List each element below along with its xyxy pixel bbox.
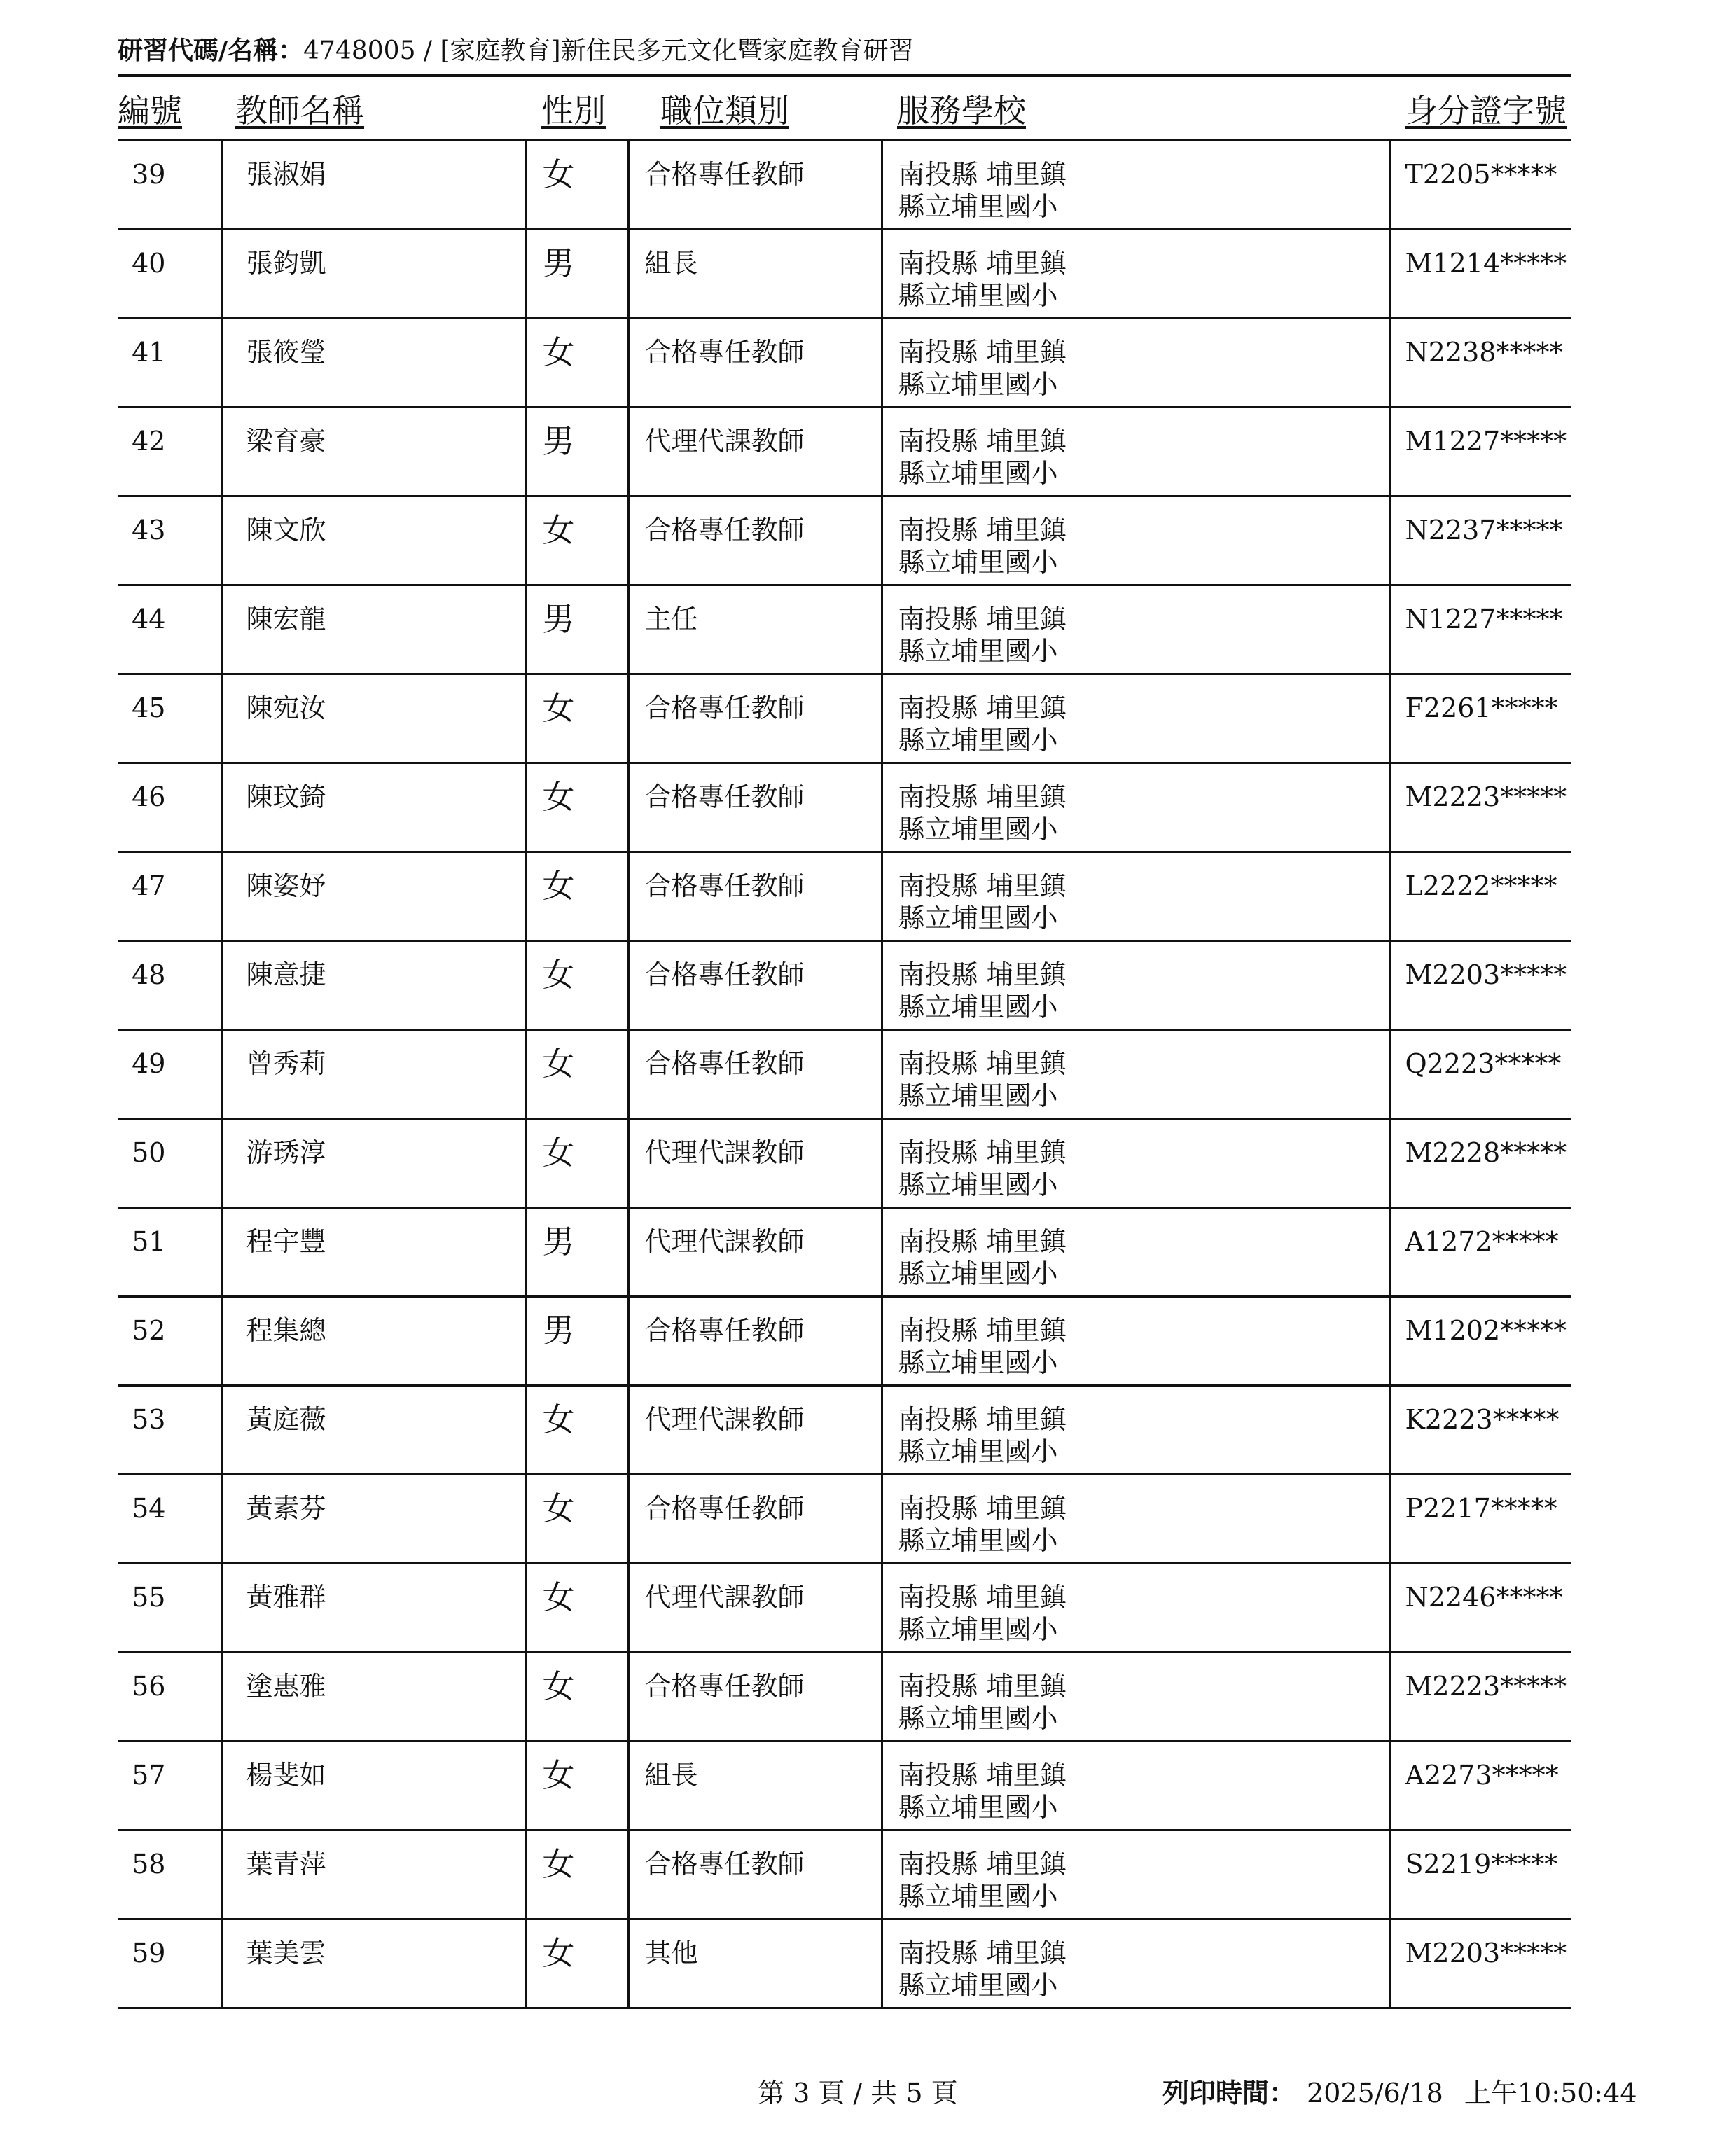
table-row: [118, 1297, 1571, 1386]
table-row: [118, 1475, 1571, 1564]
school-district: 南投縣 埔里鎮: [898, 1582, 1067, 1613]
position-category: 代理代課教師: [644, 1404, 805, 1435]
school-district: 南投縣 埔里鎮: [898, 1671, 1067, 1702]
school-name: 縣立埔里國小: [898, 1792, 1058, 1823]
school-district: 南投縣 埔里鎮: [898, 1760, 1067, 1791]
table-row: [118, 1919, 1571, 2008]
school: [883, 586, 1389, 667]
gender: 女: [542, 1578, 575, 1616]
course-header-value: 4748005 / [家庭教育]新住民多元文化暨家庭教育研習: [303, 36, 914, 65]
position-category: 合格專任教師: [644, 870, 805, 901]
teacher-name: 張鈞凱: [246, 248, 326, 279]
table-row: [118, 1030, 1571, 1119]
school: [883, 497, 1389, 578]
table-row: [118, 763, 1571, 852]
id-number: M2203*****: [1405, 1938, 1567, 1968]
school-name: 縣立埔里國小: [898, 1347, 1058, 1378]
column-header-number: 編號: [118, 78, 221, 140]
teacher-name: 黃素芬: [246, 1493, 326, 1524]
position-category: 代理代課教師: [644, 426, 805, 457]
table-row: [118, 1208, 1571, 1297]
teacher-name: 楊斐如: [246, 1760, 326, 1791]
column-header-teacher-name: 教師名稱: [221, 78, 526, 140]
teacher-name: 葉美雲: [246, 1938, 326, 1968]
teacher-name: 陳文欣: [246, 515, 326, 546]
school-name: 縣立埔里國小: [898, 1258, 1058, 1289]
id-number: Q2223*****: [1405, 1048, 1562, 1079]
school: [883, 1475, 1389, 1557]
school: [883, 853, 1389, 934]
gender: 女: [542, 1667, 575, 1705]
id-number: M2223*****: [1405, 1671, 1567, 1702]
course-header: [118, 31, 914, 67]
school: [883, 319, 1389, 401]
school-name: 縣立埔里國小: [898, 1081, 1058, 1111]
course-header-label: 研習代碼/名稱：: [118, 36, 304, 65]
school-district: 南投縣 埔里鎮: [898, 248, 1067, 279]
id-number: M1214*****: [1405, 248, 1567, 279]
id-number: N2246*****: [1405, 1582, 1563, 1613]
school: [883, 764, 1389, 845]
table-row: [118, 1830, 1571, 1919]
gender: 女: [542, 1401, 575, 1438]
id-number: F2261*****: [1405, 693, 1558, 723]
table-row: [118, 585, 1571, 674]
school: [883, 1031, 1389, 1112]
row-number: 52: [132, 1315, 166, 1346]
gender: 女: [542, 1845, 575, 1883]
gender: 男: [542, 600, 575, 638]
table-row: [118, 1742, 1571, 1830]
school: [883, 1387, 1389, 1468]
school-district: 南投縣 埔里鎮: [898, 1404, 1067, 1435]
table-row: [118, 1564, 1571, 1653]
position-category: 合格專任教師: [644, 515, 805, 546]
gender: 女: [542, 956, 575, 994]
teacher-name: 葉青萍: [246, 1849, 326, 1879]
gender: 男: [542, 244, 575, 282]
position-category: 組長: [644, 1760, 698, 1791]
gender: 女: [542, 1134, 575, 1172]
school-district: 南投縣 埔里鎮: [898, 426, 1067, 457]
gender: 女: [542, 155, 575, 193]
row-number: 48: [132, 959, 166, 990]
school-name: 縣立埔里國小: [898, 992, 1058, 1022]
position-category: 合格專任教師: [644, 337, 805, 368]
teacher-name: 陳宏龍: [246, 604, 326, 634]
row-number: 44: [132, 604, 166, 634]
column-header-position: 職位類別: [628, 78, 882, 140]
column-header-school: 服務學校: [882, 78, 1390, 140]
position-category: 合格專任教師: [644, 1671, 805, 1702]
teacher-name: 陳姿妤: [246, 870, 326, 901]
school-name: 縣立埔里國小: [898, 1614, 1058, 1645]
table-row: [118, 674, 1571, 763]
print-date: 2025/6/18: [1307, 2078, 1443, 2108]
row-number: 40: [132, 248, 166, 279]
row-number: 56: [132, 1671, 166, 1702]
table-row: [118, 1119, 1571, 1208]
school: [883, 230, 1389, 312]
table-header-row: [118, 78, 1571, 140]
position-category: 主任: [644, 604, 698, 634]
school-district: 南投縣 埔里鎮: [898, 1493, 1067, 1524]
table-row: [118, 1653, 1571, 1742]
row-number: 39: [132, 159, 166, 190]
school-district: 南投縣 埔里鎮: [898, 604, 1067, 634]
teacher-name: 張淑娟: [246, 159, 326, 190]
row-number: 57: [132, 1760, 166, 1791]
position-category: 代理代課教師: [644, 1137, 805, 1168]
position-category: 合格專任教師: [644, 693, 805, 723]
school: [883, 1831, 1389, 1912]
school-name: 縣立埔里國小: [898, 1703, 1058, 1734]
table-row: [118, 408, 1571, 496]
position-category: 其他: [644, 1938, 698, 1968]
print-clock: 上午10:50:44: [1464, 2078, 1637, 2108]
school: [883, 1742, 1389, 1823]
row-number: 49: [132, 1048, 166, 1079]
school-name: 縣立埔里國小: [898, 814, 1058, 845]
id-number: N1227*****: [1405, 604, 1563, 634]
school-district: 南投縣 埔里鎮: [898, 1849, 1067, 1879]
id-number: A1272*****: [1405, 1226, 1559, 1257]
school: [883, 1920, 1389, 2001]
id-number: T2205*****: [1405, 159, 1557, 190]
table-row: [118, 140, 1571, 230]
school-name: 縣立埔里國小: [898, 903, 1058, 933]
school: [883, 942, 1389, 1023]
teacher-name: 梁育豪: [246, 426, 326, 457]
school-district: 南投縣 埔里鎮: [898, 781, 1067, 812]
school-name: 縣立埔里國小: [898, 725, 1058, 756]
row-number: 46: [132, 781, 166, 812]
school: [883, 1209, 1389, 1290]
table-row: [118, 1386, 1571, 1475]
row-number: 41: [132, 337, 166, 368]
row-number: 54: [132, 1493, 166, 1524]
id-number: N2237*****: [1405, 515, 1563, 546]
row-number: 59: [132, 1938, 166, 1968]
gender: 女: [542, 1045, 575, 1083]
gender: 男: [542, 422, 575, 460]
school: [883, 1653, 1389, 1735]
teacher-name: 陳意捷: [246, 959, 326, 990]
school: [883, 1298, 1389, 1379]
gender: 女: [542, 1489, 575, 1527]
school: [883, 408, 1389, 489]
id-number: M2203*****: [1405, 959, 1567, 990]
row-number: 51: [132, 1226, 166, 1257]
school: [883, 141, 1389, 223]
school-district: 南投縣 埔里鎮: [898, 870, 1067, 901]
position-category: 合格專任教師: [644, 959, 805, 990]
school-name: 縣立埔里國小: [898, 191, 1058, 222]
school-name: 縣立埔里國小: [898, 458, 1058, 489]
gender: 女: [542, 1756, 575, 1794]
school-district: 南投縣 埔里鎮: [898, 1137, 1067, 1168]
id-number: A2273*****: [1405, 1760, 1559, 1791]
id-number: K2223*****: [1405, 1404, 1560, 1435]
gender: 女: [542, 778, 575, 816]
gender: 女: [542, 689, 575, 727]
row-number: 53: [132, 1404, 166, 1435]
teacher-name: 陳玟錡: [246, 781, 326, 812]
position-category: 合格專任教師: [644, 1849, 805, 1879]
teacher-name: 曾秀莉: [246, 1048, 326, 1079]
teacher-roster-table: [118, 78, 1571, 2009]
school-name: 縣立埔里國小: [898, 547, 1058, 578]
table-row: [118, 941, 1571, 1030]
gender: 女: [542, 333, 575, 371]
id-number: P2217*****: [1405, 1493, 1557, 1524]
position-category: 合格專任教師: [644, 1048, 805, 1079]
school-name: 縣立埔里國小: [898, 1525, 1058, 1556]
school: [883, 1120, 1389, 1201]
teacher-name: 程宇豐: [246, 1226, 326, 1257]
row-number: 58: [132, 1849, 166, 1879]
row-number: 47: [132, 870, 166, 901]
print-time-label: 列印時間：: [1162, 2078, 1296, 2108]
teacher-name: 張筱瑩: [246, 337, 326, 368]
gender: 女: [542, 1934, 575, 1972]
row-number: 42: [132, 426, 166, 457]
school-district: 南投縣 埔里鎮: [898, 515, 1067, 546]
teacher-name: 陳宛汝: [246, 693, 326, 723]
school-district: 南投縣 埔里鎮: [898, 1048, 1067, 1079]
school: [883, 1564, 1389, 1646]
teacher-name: 游琇淳: [246, 1137, 326, 1168]
table-row: [118, 230, 1571, 319]
school-name: 縣立埔里國小: [898, 1970, 1058, 2001]
position-category: 代理代課教師: [644, 1582, 805, 1613]
id-number: N2238*****: [1405, 337, 1563, 368]
column-header-id-number: 身分證字號: [1390, 78, 1571, 140]
id-number: S2219*****: [1405, 1849, 1558, 1879]
school-district: 南投縣 埔里鎮: [898, 1226, 1067, 1257]
id-number: M2223*****: [1405, 781, 1567, 812]
id-number: M1202*****: [1405, 1315, 1567, 1346]
position-category: 合格專任教師: [644, 1493, 805, 1524]
gender: 男: [542, 1312, 575, 1349]
school-district: 南投縣 埔里鎮: [898, 1938, 1067, 1968]
column-header-gender: 性別: [526, 78, 628, 140]
school-district: 南投縣 埔里鎮: [898, 1315, 1067, 1346]
school-name: 縣立埔里國小: [898, 1436, 1058, 1467]
row-number: 45: [132, 693, 166, 723]
teacher-name: 黃庭薇: [246, 1404, 326, 1435]
school-district: 南投縣 埔里鎮: [898, 159, 1067, 190]
school-name: 縣立埔里國小: [898, 1169, 1058, 1200]
teacher-name: 黃雅群: [246, 1582, 326, 1613]
position-category: 組長: [644, 248, 698, 279]
position-category: 合格專任教師: [644, 781, 805, 812]
id-number: L2222*****: [1405, 870, 1557, 901]
teacher-name: 塗惠雅: [246, 1671, 326, 1702]
table-row: [118, 852, 1571, 941]
school-district: 南投縣 埔里鎮: [898, 959, 1067, 990]
school-name: 縣立埔里國小: [898, 280, 1058, 311]
row-number: 55: [132, 1582, 166, 1613]
table-row: [118, 496, 1571, 585]
school-district: 南投縣 埔里鎮: [898, 693, 1067, 723]
row-number: 43: [132, 515, 166, 546]
school-name: 縣立埔里國小: [898, 1881, 1058, 1912]
print-time: [1162, 2071, 1637, 2110]
school-district: 南投縣 埔里鎮: [898, 337, 1067, 368]
gender: 女: [542, 511, 575, 549]
teacher-name: 程集總: [246, 1315, 326, 1346]
page-indicator: 第 3 頁 / 共 5 頁: [758, 2078, 958, 2108]
school-name: 縣立埔里國小: [898, 636, 1058, 667]
position-category: 合格專任教師: [644, 1315, 805, 1346]
gender: 男: [542, 1223, 575, 1260]
id-number: M1227*****: [1405, 426, 1567, 457]
table-row: [118, 319, 1571, 408]
gender: 女: [542, 867, 575, 905]
school: [883, 675, 1389, 756]
position-category: 代理代課教師: [644, 1226, 805, 1257]
school-name: 縣立埔里國小: [898, 369, 1058, 400]
id-number: M2228*****: [1405, 1137, 1567, 1168]
row-number: 50: [132, 1137, 166, 1168]
top-rule: [118, 74, 1571, 77]
position-category: 合格專任教師: [644, 159, 805, 190]
